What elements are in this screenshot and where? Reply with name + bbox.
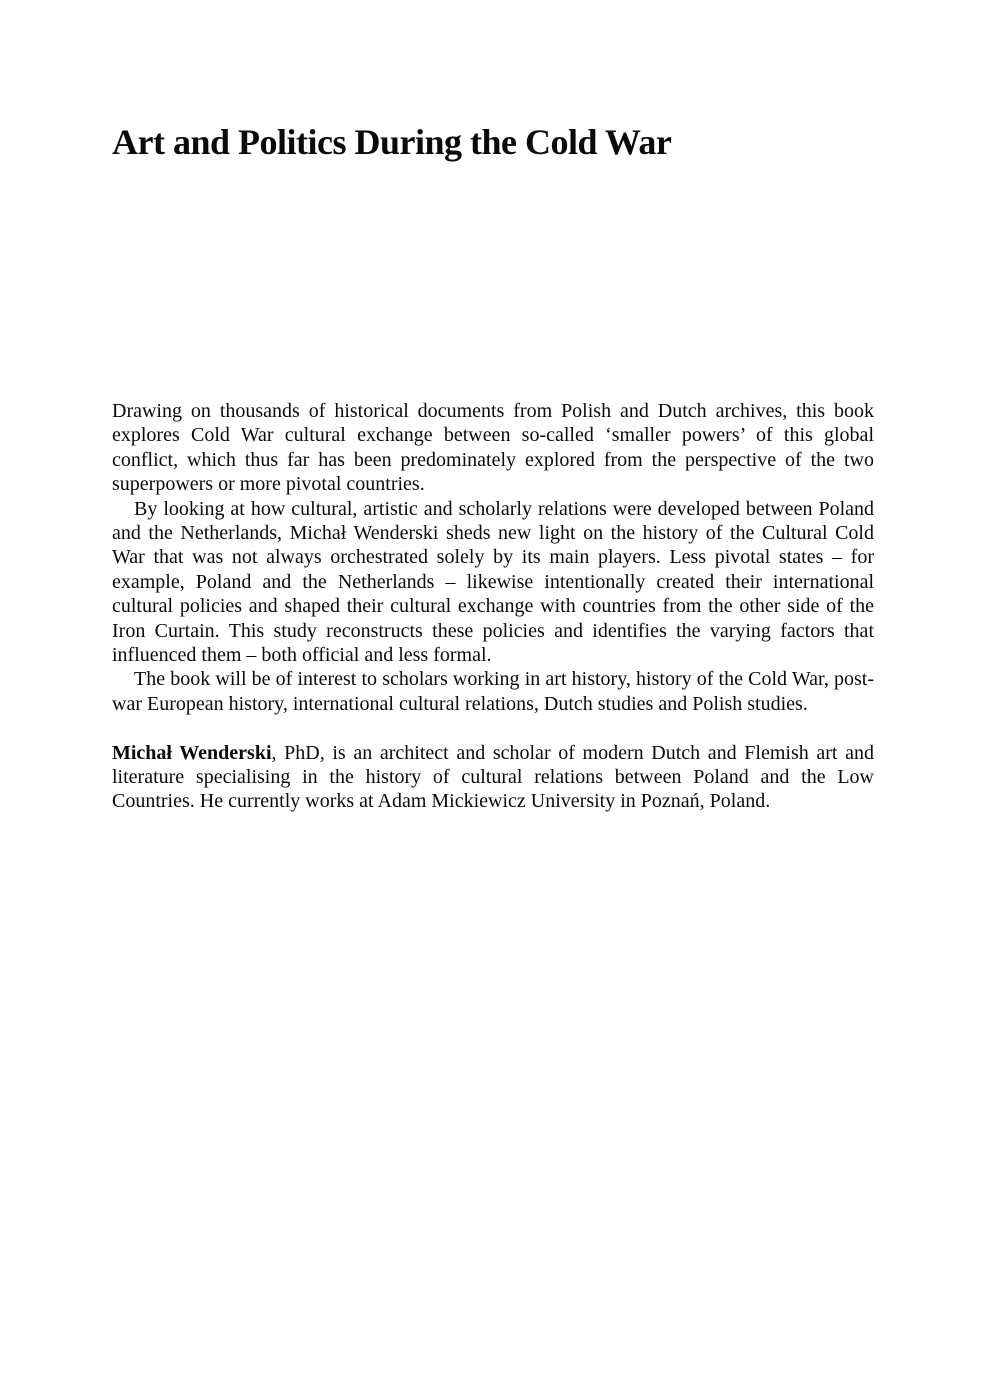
paragraph-argument: By looking at how cultural, artistic and scholarly relations were developed between Poland and the Netherlands, Michał Wenderski sheds new light on the history of the Cultural Cold War that was not always orchestrated solely by its main players. Less pivotal states – for example, Poland and the Netherlands – likewise intentionally created their international cultural policies and shaped their cultural exchange with countries from the other side of the Iron Curtain. This study reconstructs these policies and identifies the varying factors that influenced them – both official and less formal. [112, 497, 874, 667]
author-name: Michał Wenderski [112, 741, 272, 764]
book-title: Art and Politics During the Cold War [112, 122, 672, 162]
text-block [112, 399, 874, 814]
author-bio [112, 741, 874, 814]
author-bio-text: , PhD, is an architect and scholar of modern Dutch and Flemish art and literature specialising in the history of cultural relations between Poland and the Low Countries. He currently works at Adam Mickiewicz University in Poznań, Poland. [112, 741, 874, 813]
paragraph-synopsis: Drawing on thousands of historical documents from Polish and Dutch archives, this book explores Cold War cultural exchange between so-called ‘smaller powers’ of this global conflict, which thus far has been predominately explored from the perspective of the two superpowers or more pivotal countries. [112, 400, 874, 496]
paragraph-audience: The book will be of interest to scholars working in art history, history of the Cold War, post-war European history, international cultural relations, Dutch studies and Polish studies. [112, 668, 874, 715]
